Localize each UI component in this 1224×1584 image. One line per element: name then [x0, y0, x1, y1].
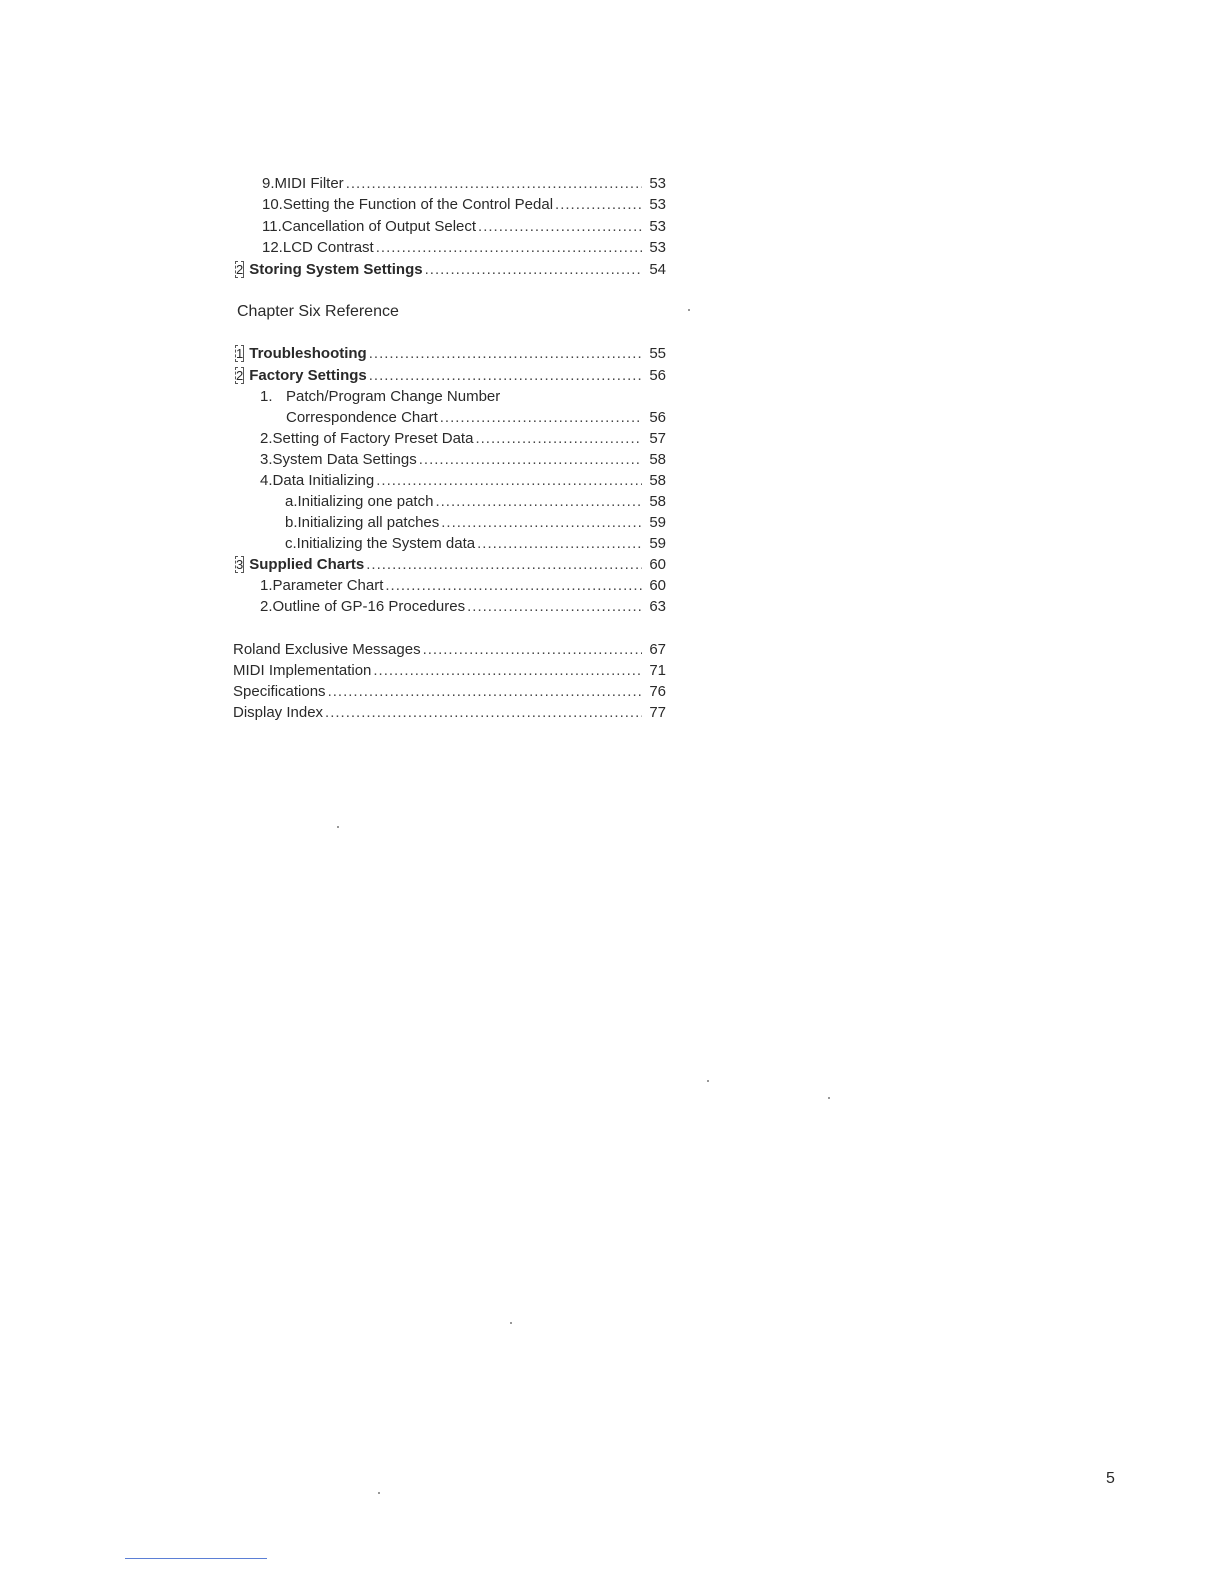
- toc-entry-page: 53: [649, 239, 666, 256]
- toc-entry-page: 57: [649, 430, 666, 447]
- toc-entry-page: 53: [649, 218, 666, 235]
- toc-entry-number: b.: [285, 514, 298, 531]
- toc-entry-display-index[interactable]: [233, 702, 666, 724]
- toc-entry-title: Outline of GP-16 Procedures: [272, 598, 466, 615]
- toc-entry-page: 63: [649, 598, 666, 615]
- dot-leader: [369, 365, 642, 387]
- toc-entry-page: 71: [649, 662, 666, 679]
- toc-entry-correspondence-chart[interactable]: [286, 407, 666, 429]
- toc-section-title: Troubleshooting: [249, 345, 367, 362]
- chapter-heading: Chapter Six Reference: [237, 303, 399, 320]
- dot-leader: [435, 491, 642, 513]
- toc-entry-page: 55: [649, 345, 666, 362]
- toc-entry-page: 77: [649, 704, 666, 721]
- toc-entry-number: 3.: [260, 451, 273, 468]
- toc-entry-title: Initializing one patch: [297, 493, 434, 510]
- toc-entry-page: 67: [649, 641, 666, 658]
- toc-entry-page: 56: [649, 367, 666, 384]
- dot-leader: [376, 237, 642, 259]
- toc-entry-patch-program-change[interactable]: [260, 386, 500, 408]
- toc-entry-init-one-patch[interactable]: [285, 491, 666, 513]
- toc-entry-page: 53: [649, 196, 666, 213]
- toc-entry-title: Correspondence Chart: [286, 409, 438, 426]
- toc-entry-page: 76: [649, 683, 666, 700]
- toc-entry-init-all-patches[interactable]: [285, 512, 666, 534]
- scan-speck: [510, 1322, 512, 1324]
- toc-entry-specifications[interactable]: [233, 681, 666, 703]
- dot-leader: [477, 533, 642, 555]
- toc-entry-title: Setting of Factory Preset Data: [272, 430, 474, 447]
- dot-leader: [328, 681, 642, 703]
- toc-entry-page: 59: [649, 514, 666, 531]
- dot-leader: [419, 449, 642, 471]
- scan-speck: [337, 826, 339, 828]
- toc-entry-number: 11.: [262, 218, 282, 235]
- toc-section-factory-settings[interactable]: [235, 365, 666, 387]
- toc-entry-number: 9.: [262, 175, 275, 192]
- toc-entry-data-initializing[interactable]: [260, 470, 666, 492]
- toc-entry-midi-filter[interactable]: [262, 173, 666, 195]
- section-number-box: 2: [236, 262, 244, 277]
- toc-entry-page: 56: [649, 409, 666, 426]
- toc-entry-title: Parameter Chart: [272, 577, 384, 594]
- toc-entry-number: 12.: [262, 239, 283, 256]
- dot-leader: [366, 554, 642, 576]
- toc-entry-outline-procedures[interactable]: [260, 596, 666, 618]
- page-number: 5: [1106, 1470, 1115, 1487]
- toc-entry-number: 1.: [260, 388, 273, 405]
- toc-entry-title: MIDI Filter: [274, 175, 344, 192]
- dot-leader: [440, 407, 642, 429]
- toc-entry-page: 53: [649, 175, 666, 192]
- toc-entry-factory-preset-data[interactable]: [260, 428, 666, 450]
- dot-leader: [325, 702, 642, 724]
- toc-entry-title: System Data Settings: [272, 451, 417, 468]
- toc-section-storing-system-settings[interactable]: [235, 259, 666, 281]
- toc-entry-page: 58: [649, 472, 666, 489]
- dot-leader: [425, 259, 642, 281]
- toc-entry-number: c.: [285, 535, 297, 552]
- section-number-box: 3: [236, 557, 244, 572]
- dot-leader: [373, 660, 642, 682]
- toc-entry-title: Roland Exclusive Messages: [233, 641, 421, 658]
- toc-entry-title: Initializing all patches: [297, 514, 440, 531]
- dot-leader: [385, 575, 642, 597]
- dot-leader: [555, 194, 642, 216]
- toc-entry-title: Cancellation of Output Select: [281, 218, 477, 235]
- dot-leader: [441, 512, 642, 534]
- toc-entry-midi-implementation[interactable]: [233, 660, 666, 682]
- toc-entry-system-data-settings[interactable]: [260, 449, 666, 471]
- toc-entry-number: 1.: [260, 577, 273, 594]
- toc-entry-page: 60: [649, 556, 666, 573]
- scan-speck: [378, 1492, 380, 1494]
- section-number-box: 2: [236, 368, 244, 383]
- toc-entry-number: 10.: [262, 196, 283, 213]
- footer-rule: [125, 1558, 267, 1559]
- toc-section-title: Factory Settings: [249, 367, 367, 384]
- dot-leader: [376, 470, 642, 492]
- dot-leader: [478, 216, 642, 238]
- toc-entry-page: 59: [649, 535, 666, 552]
- dot-leader: [346, 173, 642, 195]
- toc-entry-title: Specifications: [233, 683, 326, 700]
- toc-entry-number: a.: [285, 493, 298, 510]
- toc-entry-page: 58: [649, 451, 666, 468]
- toc-entry-title: Data Initializing: [272, 472, 375, 489]
- toc-entry-title: Setting the Function of the Control Pedal: [282, 196, 554, 213]
- toc-entry-page: 54: [649, 261, 666, 278]
- toc-section-supplied-charts[interactable]: [235, 554, 666, 576]
- dot-leader: [475, 428, 642, 450]
- toc-section-title: Supplied Charts: [249, 556, 365, 573]
- dot-leader: [423, 639, 642, 661]
- toc-entry-output-select[interactable]: [262, 216, 666, 238]
- toc-entry-roland-exclusive[interactable]: [233, 639, 666, 661]
- toc-entry-title: Display Index: [233, 704, 324, 721]
- toc-section-title: Storing System Settings: [249, 261, 423, 278]
- toc-entry-page: 58: [649, 493, 666, 510]
- toc-entry-parameter-chart[interactable]: [260, 575, 666, 597]
- toc-entry-number: 4.: [260, 472, 273, 489]
- toc-entry-number: 2.: [260, 598, 273, 615]
- toc-entry-page: 60: [649, 577, 666, 594]
- toc-entry-lcd-contrast[interactable]: [262, 237, 666, 259]
- scan-speck: [828, 1097, 830, 1099]
- toc-section-troubleshooting[interactable]: [235, 343, 666, 365]
- scan-speck: [688, 309, 690, 311]
- toc-entry-title: Initializing the System data: [296, 535, 476, 552]
- dot-leader: [467, 596, 642, 618]
- toc-entry-number: 2.: [260, 430, 273, 447]
- dot-leader: [369, 343, 642, 365]
- scan-speck: [707, 1080, 709, 1082]
- toc-entry-title: Patch/Program Change Number: [286, 388, 501, 405]
- toc-entry-title: MIDI Implementation: [233, 662, 372, 679]
- toc-entry-init-system-data[interactable]: [285, 533, 666, 555]
- toc-entry-control-pedal[interactable]: [262, 194, 666, 216]
- section-number-box: 1: [236, 346, 244, 361]
- toc-entry-title: LCD Contrast: [282, 239, 374, 256]
